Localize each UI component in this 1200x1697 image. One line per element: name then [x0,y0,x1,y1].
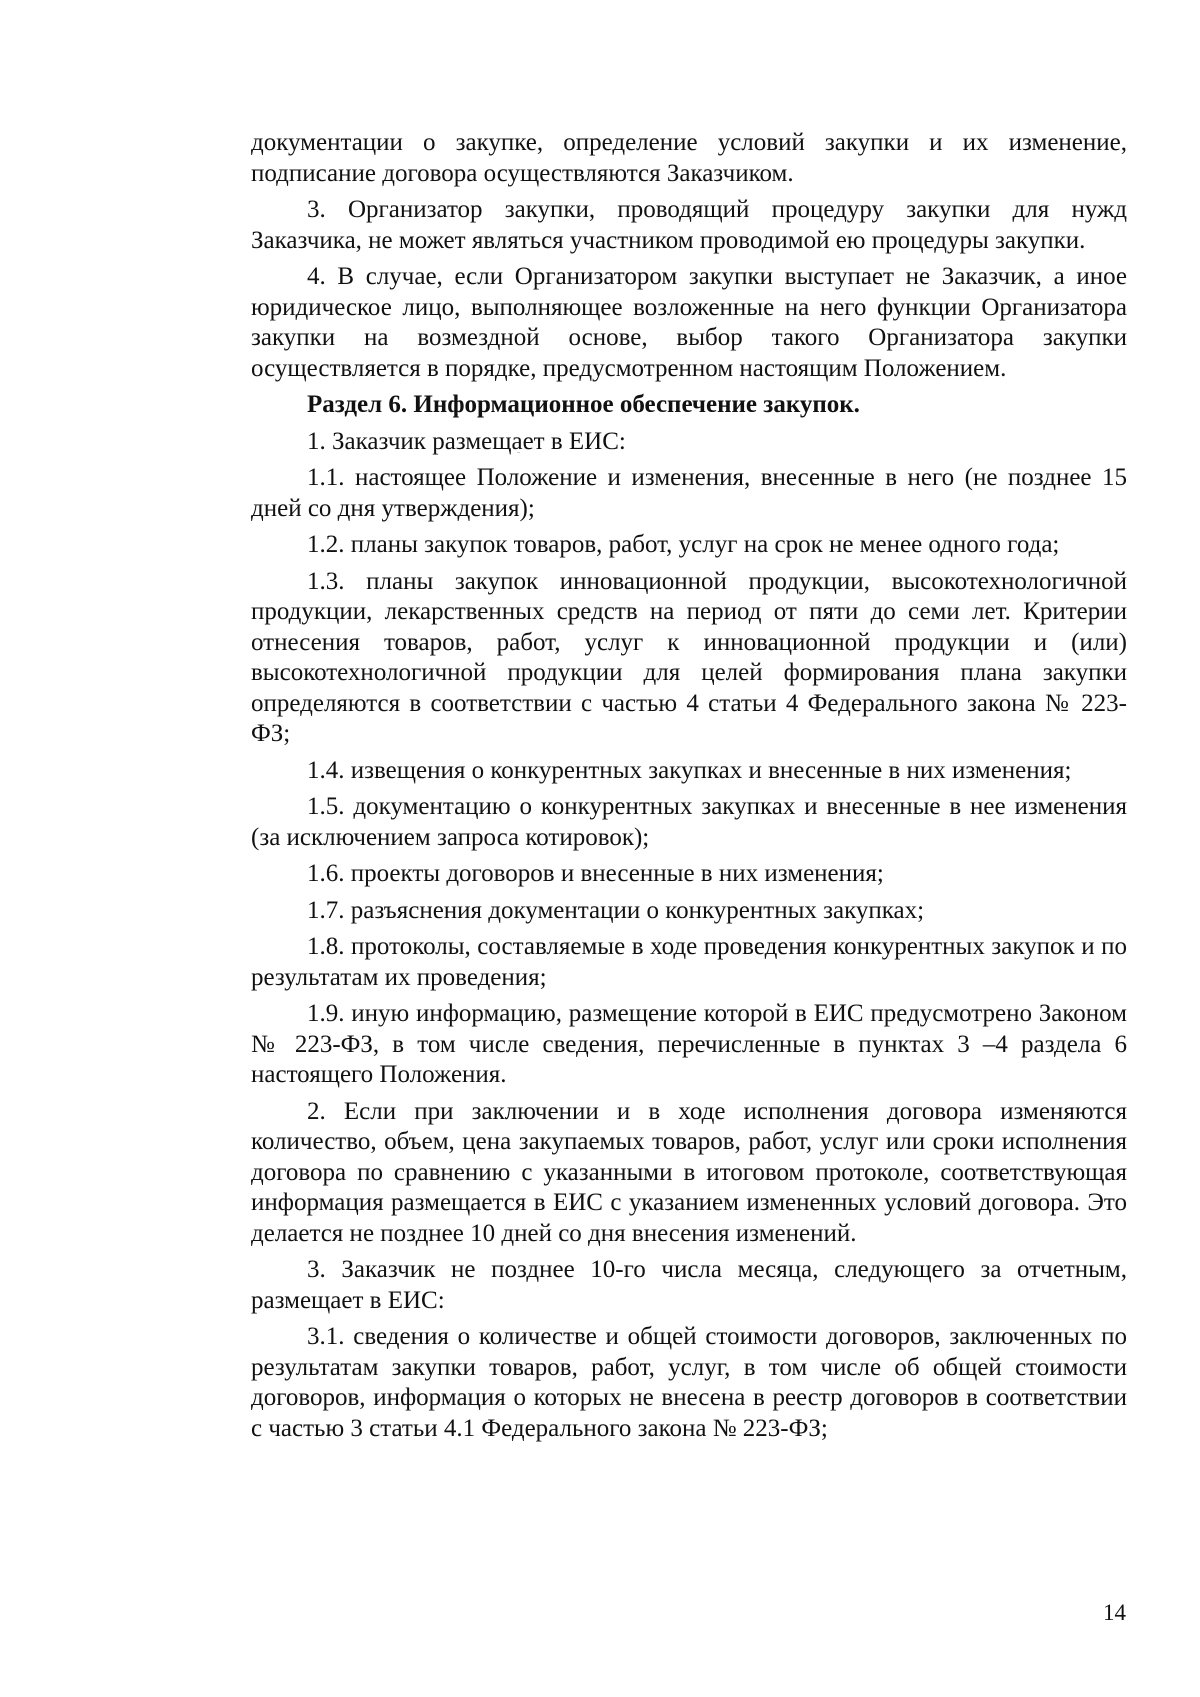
paragraph-item-1-8: 1.8. протоколы, составляемые в ходе проведения конкурентных закупок и по результатам их проведения; [251,933,1127,991]
paragraph-item-1-1: 1.1. настоящее Положение и изменения, внесенные в него (не позднее 15 дней со дня утверждения); [251,464,1127,522]
paragraph-item-1: 1. Заказчик размещает в ЕИС: [307,427,626,455]
paragraph-item-4: 4. В случае, если Организатором закупки выступает не Заказчик, а иное юридическое лицо, выполняющее возложенные на него функции Организатора закупки на возмездной основе, выбор такого Организатора закупки осуществляется в порядке, предусмотренном настоящим Положением. [251,263,1127,382]
paragraph-item-3: 3. Организатор закупки, проводящий процедуру закупки для нужд Заказчика, не может являться участником проводимой ею процедуры закупки. [251,196,1127,254]
paragraph-item-1-3: 1.3. планы закупок инновационной продукции, высокотехнологичной продукции, лекарственных средств на период от пяти до семи лет. Критерии отнесения товаров, работ, услуг к инновационной продукции и (или) высокотехнологичной продукции для целей формирования плана закупки определяются в соответствии с частью 4 статьи 4 Федерального закона № 223-ФЗ; [251,567,1127,747]
paragraph-item-2: 2. Если при заключении и в ходе исполнения договора изменяются количество, объем, цена закупаемых товаров, работ, услуг или сроки исполнения договора по сравнению с указанными в итоговом протоколе, соответствующая информация размещается в ЕИС с указанием измененных условий договора. Это делается не позднее 10 дней со дня внесения изменений. [251,1097,1127,1247]
paragraph-item-1-4: 1.4. извещения о конкурентных закупках и внесенные в них изменения; [307,756,1072,784]
paragraph-item-3-report: 3. Заказчик не позднее 10-го числа месяца, следующего за отчетным, размещает в ЕИС: [251,1256,1127,1314]
section-heading: Раздел 6. Информационное обеспечение закупок. [307,391,860,418]
paragraph-continuation: документации о закупке, определение условий закупки и их изменение, подписание договора осуществляются Заказчиком. [251,129,1127,187]
document-body [251,128,1127,1450]
paragraph-item-1-5: 1.5. документацию о конкурентных закупках и внесенные в нее изменения (за исключением запроса котировок); [251,793,1127,851]
paragraph-item-3-1: 3.1. сведения о количестве и общей стоимости договоров, заключенных по результатам закупки товаров, работ, услуг, в том числе об общей стоимости договоров, информация о которых не внесена в реестр договоров в соответствии с частью 3 статьи 4.1 Федерального закона № 223-ФЗ; [251,1323,1127,1442]
paragraph-item-1-2: 1.2. планы закупок товаров, работ, услуг на срок не менее одного года; [307,531,1060,558]
paragraph-item-1-6: 1.6. проекты договоров и внесенные в них изменения; [307,860,884,887]
page-number: 14 [1103,1600,1126,1625]
paragraph-item-1-7: 1.7. разъяснения документации о конкурентных закупках; [307,896,925,924]
paragraph-item-1-9: 1.9. иную информацию, размещение которой в ЕИС предусмотрено Законом № 223-ФЗ, в том числе сведения, перечисленные в пунктах 3 –4 раздела 6 настоящего Положения. [251,1000,1127,1088]
